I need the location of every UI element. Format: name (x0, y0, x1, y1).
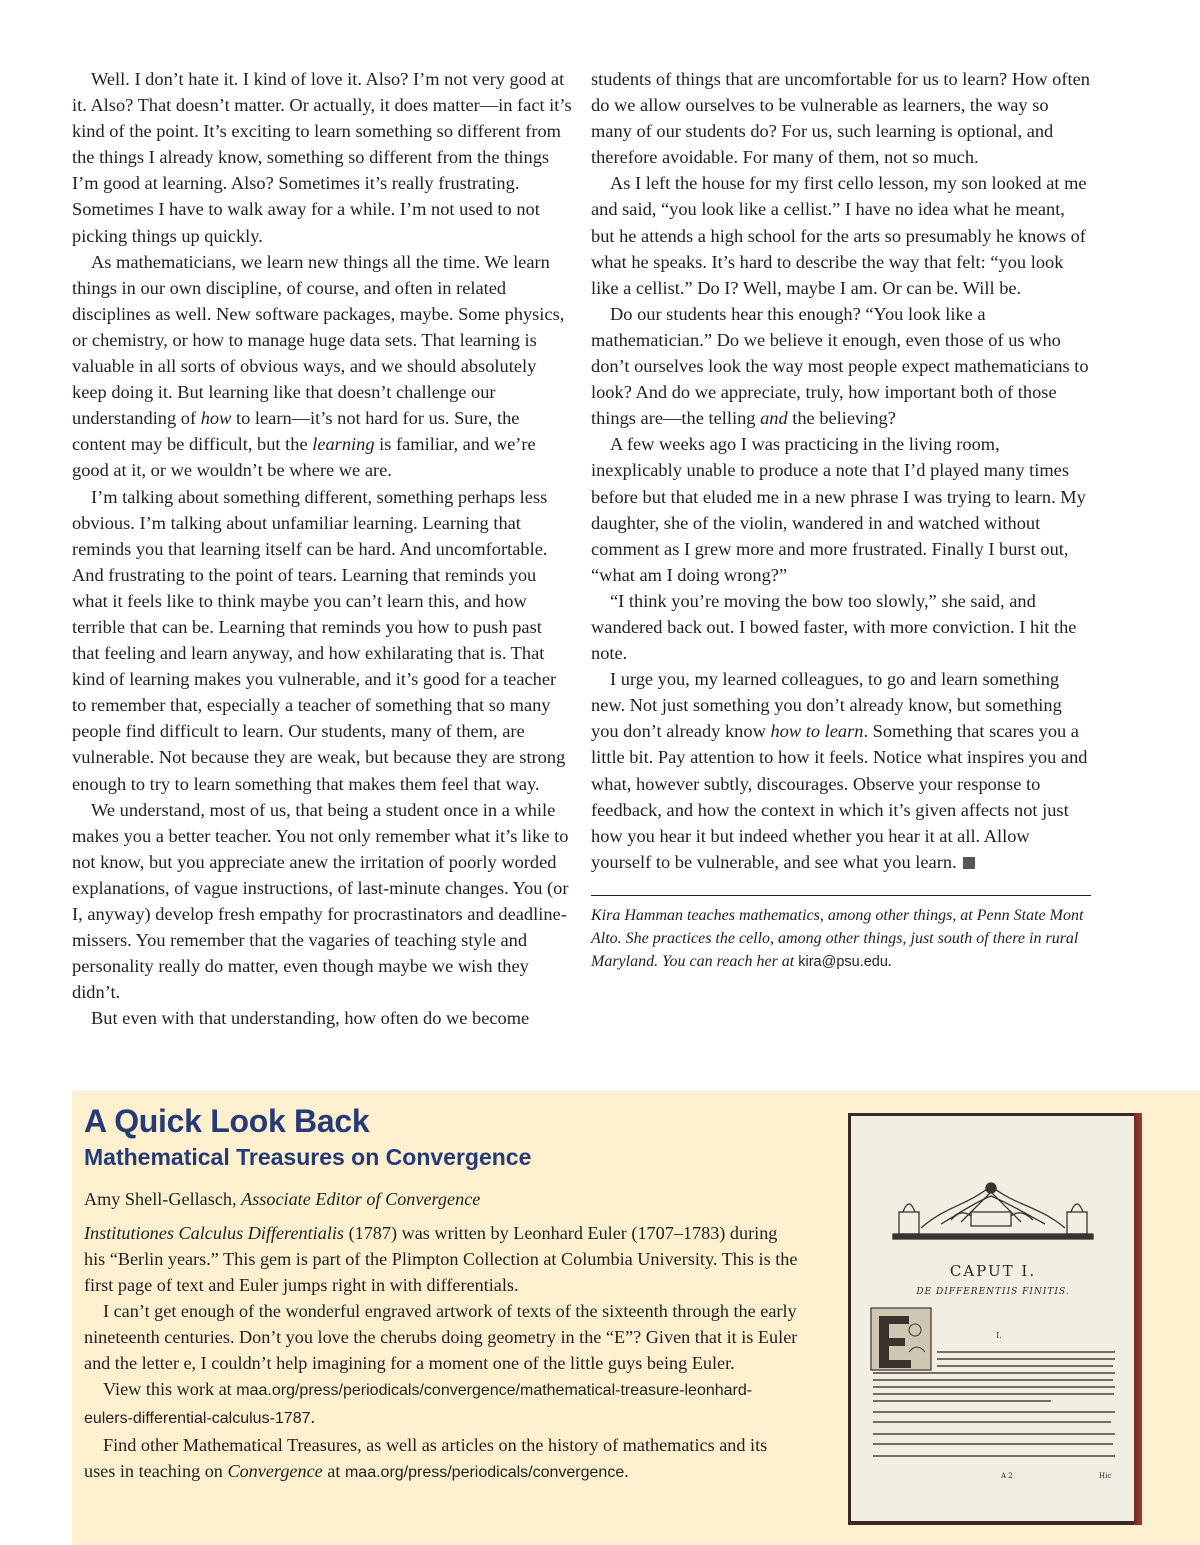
sidebar-body (84, 1186, 799, 1486)
end-of-article-square-icon (963, 857, 975, 869)
sidebar-paragraph: Find other Mathematical Treasures, as well as articles on the history of mathematics and its uses in teaching on Convergence at maa.org/press/periodicals/convergence. (84, 1435, 768, 1481)
euler-book-page-image (848, 1113, 1142, 1525)
bio-divider (591, 895, 1091, 896)
scan-footer-signature: A 2 (1001, 1472, 1013, 1480)
scan-section-number: I. (996, 1331, 1002, 1340)
article-paragraph: Well. I don’t hate it. I kind of love it. Also? I’m not very good at it. Also? That doesn’t matter. Or actually, it does matter—in fact it’s kind of the point. It’s exciting to learn something so different from the things I already know, something so different from the things I’m good at learning. Also? Sometimes it’s really frustrating. Sometimes I have to walk away for a while. I’m not used to not picking things up quickly. (72, 69, 572, 246)
article-paragraph: As I left the house for my first cello lesson, my son looked at me and said, “you look like a cellist.” I have no idea what he meant, but he attends a high school for the arts so presumably he knows of what he speaks. It’s hard to describe the way that felt: “you look like a cellist.” Do I? Well, maybe I am. Or can be. Will be. (591, 173, 1087, 298)
article-paragraph: Do our students hear this enough? “You look like a mathematician.” Do we believe it enough, even those of us who don’t ourselves look the way most people expect mathematicians to look? And do we appreciate, truly, how important both of those things are—the telling and the believing? (591, 303, 1089, 429)
article-left-column (72, 66, 574, 1031)
author-bio: Kira Hamman teaches mathematics, among other things, at Penn State Mont Alto. She practices the cello, among other things, just south of there in rural Maryland. You can reach her at kira@psu.edu. (591, 906, 1084, 970)
scan-subheading: DE DIFFERENTIIS FINITIS. (916, 1287, 1070, 1297)
sidebar-paragraph: I can’t get enough of the wonderful engraved artwork of texts of the sixteenth through the early nineteenth centuries. Don’t you love the cherubs doing geometry in the “E”? Given that it is Euler and the letter e, I couldn’t help imagining for a moment one of the little guys being Euler. (84, 1301, 798, 1373)
article-paragraph: A few weeks ago I was practicing in the living room, inexplicably unable to produce a note that I’d played many times before but that eluded me in a new phrase I was trying to learn. My daughter, she of the violin, wandered in and watched without comment as I grew more and more frustrated. Finally I burst out, “what am I doing wrong?” (591, 434, 1086, 585)
article-paragraph: students of things that are uncomfortable for us to learn? How often do we allow ourselves to be vulnerable as learners, the way so many of our students do? For us, such learning is optional, and therefore avoidable. For many of them, not so much. (591, 69, 1090, 168)
decorated-initial-e-icon (871, 1308, 931, 1370)
article-paragraph: “I think you’re moving the bow too slowly,” she said, and wandered back out. I bowed faster, with more conviction. I hit the note. (591, 590, 1077, 664)
sidebar-title: A Quick Look Back (84, 1103, 370, 1139)
sidebar-paragraph: View this work at maa.org/press/periodicals/convergence/mathematical-treasure-leonhard-eulers-differential-calculus-1787. (84, 1379, 753, 1427)
convergence-link[interactable]: maa.org/press/periodicals/convergence (344, 1464, 625, 1481)
sidebar-subtitle: Mathematical Treasures on Convergence (84, 1144, 532, 1170)
sidebar-byline: Amy Shell-Gellasch, Associate Editor of Convergence (84, 1189, 481, 1209)
euler-treasure-link[interactable]: maa.org/press/periodicals/convergence/mathematical-treasure-leonhard-eulers-differential-calculus-1787 (84, 1382, 753, 1427)
scan-footer-catchword: Hic (1099, 1472, 1112, 1480)
article-paragraph: I urge you, my learned colleagues, to go and learn something new. Not just something you don’t already know, but something you don’t already know how to learn. Something that scares you a little bit. Pay attention to how it feels. Notice what inspires you and what, however subtly, discourages. Observe your response to feedback, and how the context in which it’s given affects not just how you hear it but indeed whether you hear it at all. Allow yourself to be vulnerable, and see what you learn. (591, 669, 1088, 872)
book-spine-edge (1134, 1113, 1142, 1525)
book-page-engraving (851, 1116, 1134, 1521)
quick-look-back-sidebar (72, 1091, 1200, 1545)
article-right-column (591, 66, 1091, 974)
sidebar-paragraph: Institutiones Calculus Differentialis (1787) was written by Leonhard Euler (1707–1783) during his “Berlin years.” This gem is part of the Plimpton Collection at Columbia University. This is the first page of text and Euler jumps right in with differentials. (84, 1223, 798, 1295)
article-paragraph: As mathematicians, we learn new things all the time. We learn things in our own discipline, of course, and often in related disciplines as well. New software packages, maybe. Some physics, or chemistry, or how to manage huge data sets. That learning is valuable in all sorts of obvious ways, and we should absolutely keep doing it. But learning like that doesn’t challenge our understanding of how to learn—it’s not hard for us. Sure, the content may be difficult, but the learning is familiar, and we’re good at it, or we wouldn’t be where we are. (72, 251, 565, 481)
article-paragraph: But even with that understanding, how often do we become (91, 1008, 530, 1029)
author-email-link[interactable]: kira@psu.edu (798, 953, 888, 970)
article-paragraph: We understand, most of us, that being a student once in a while makes you a better teacher. You not only remember what it’s like to not know, but you appreciate anew the irritation of poorly worded explanations, of vague instructions, of last-minute changes. You (or I, anyway) develop fresh empathy for procrastinators and deadline-missers. You remember that the vagaries of teaching style and personality really do matter, even though maybe we wish they didn’t. (72, 799, 569, 1003)
scan-caput-heading: CAPUT I. (949, 1262, 1037, 1280)
book-page (851, 1116, 1134, 1521)
article-paragraph: I’m talking about something different, something perhaps less obvious. I’m talking about unfamiliar learning. Learning that reminds you that learning itself can be hard. And uncomfortable. And frustrating to the point of tears. Learning that reminds you what it feels like to think maybe you can’t learn this, and how terrible that can be. Learning that reminds you how to push past that feeling and learn anyway, and how exhilarating that is. That kind of learning makes you vulnerable, and it’s good for a teacher to remember that, especially a teacher of something that so many people find difficult to learn. Our students, many of them, are vulnerable. Not because they are weak, but because they are strong enough to try to learn something that makes them feel that way. (72, 486, 566, 794)
ornament-header-icon (893, 1183, 1093, 1239)
